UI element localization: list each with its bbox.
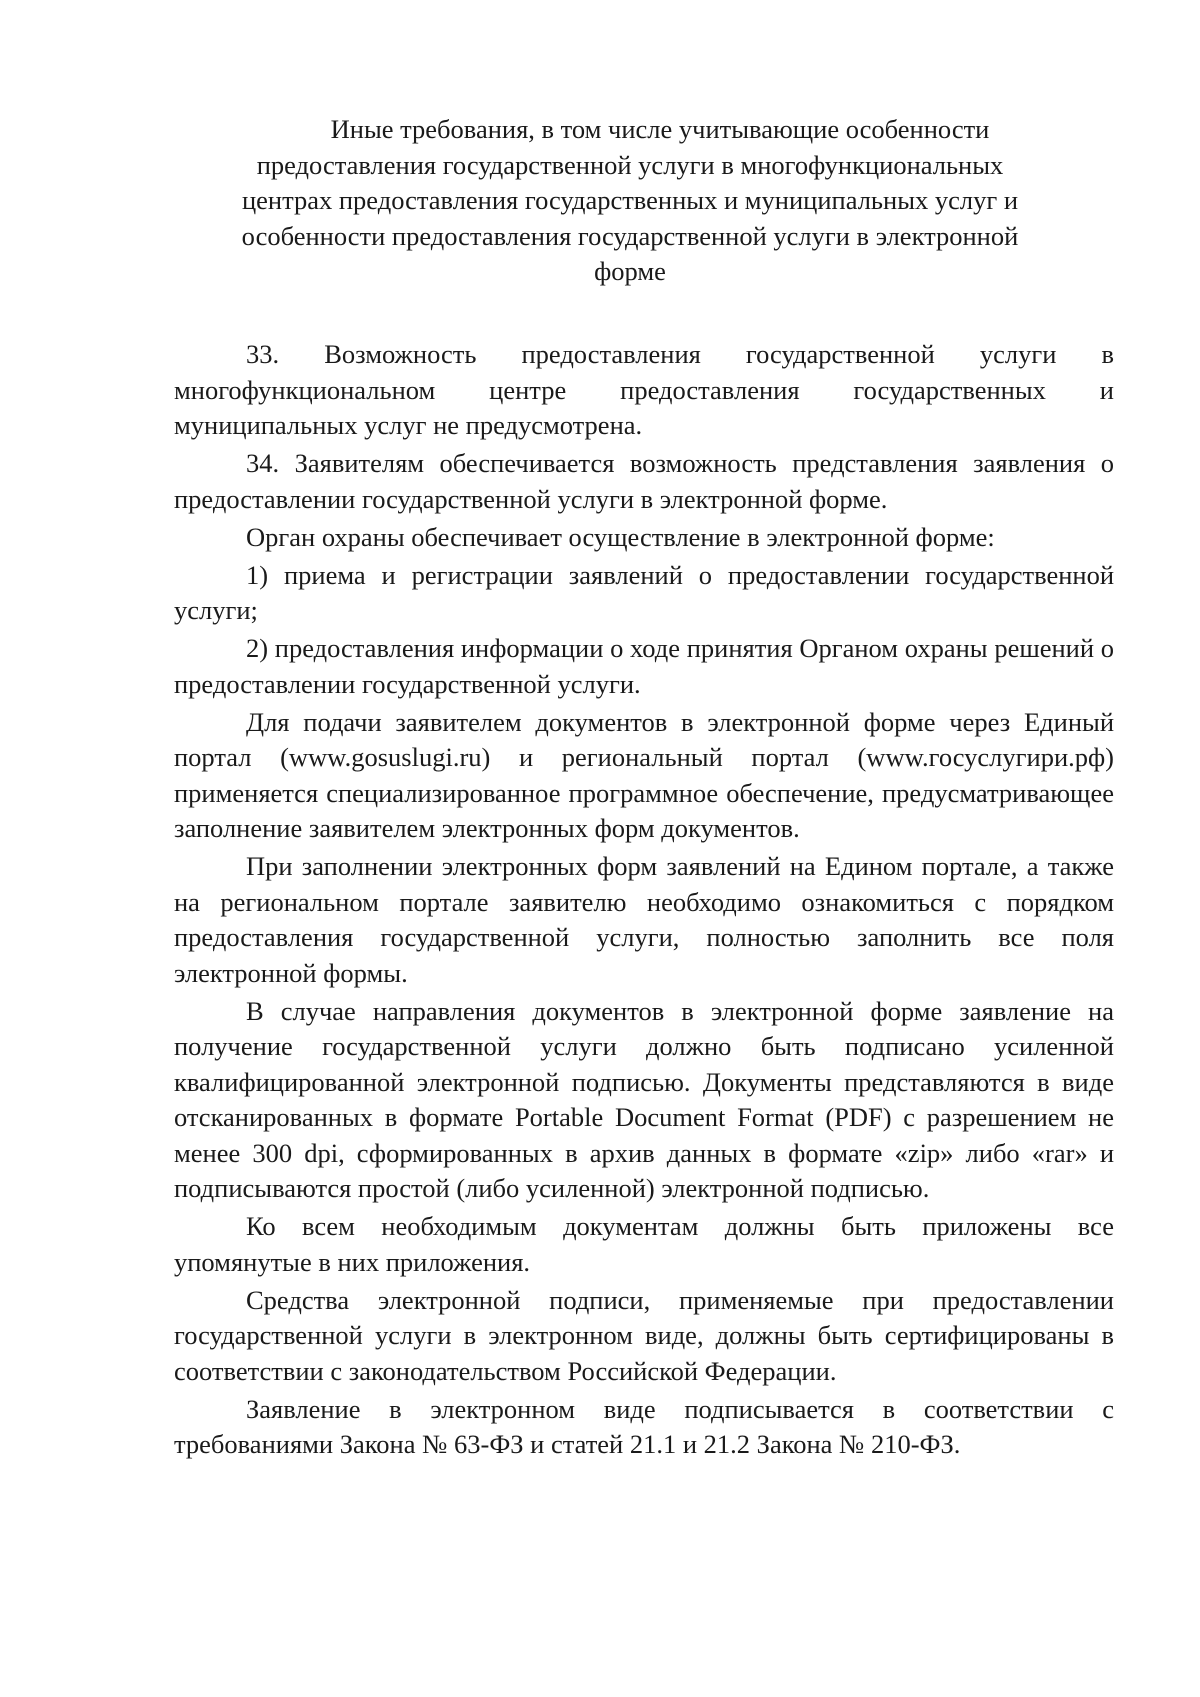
heading-line: предоставления государственной услуги в многофункциональных [256, 149, 1004, 180]
paragraph-34: 34. Заявителям обеспечивается возможность представления заявления о предоставлении государственной услуги в электронной форме. [174, 448, 1114, 514]
paragraph-filling-forms: При заполнении электронных форм заявлений на Едином портале, а также на региональном портале заявителю необходимо ознакомиться с порядком предоставления государственной услуги, полностью заполнить все поля электронной формы. [174, 851, 1114, 988]
paragraph-portals: Для подачи заявителем документов в электронной форме через Единый портал (www.gosuslugi.ru) и региональный портал (www.госуслугири.рф) применяется специализированное программное обеспечение, предусматривающее заполнение заявителем электронных форм документов. [174, 706, 1114, 843]
paragraph-signing-law: Заявление в электронном виде подписывается в соответствии с требованиями Закона № 63-ФЗ и статей 21.1 и 21.2 Закона № 210-ФЗ. [174, 1393, 1114, 1459]
heading-line: форме [594, 256, 666, 286]
heading-line: особенности предоставления государственной услуги в электронной [241, 220, 1019, 251]
document-body [174, 337, 1114, 1465]
paragraph-signature-tools: Средства электронной подписи, применяемые при предоставлении государственной услуги в электронном виде, должны быть сертифицированы в соответствии с законодательством Российской Федерации. [174, 1284, 1114, 1386]
paragraph-attachments: Ко всем необходимым документам должны быть приложены все упомянутые в них приложения. [174, 1211, 1114, 1277]
list-item-1: 1) приема и регистрации заявлений о предоставлении государственной услуги; [174, 559, 1114, 625]
heading-line: Иные требования, в том числе учитывающие особенности [330, 114, 990, 144]
section-heading [190, 112, 1070, 290]
paragraph-organ-duties: Орган охраны обеспечивает осуществление в электронной форме: [246, 521, 995, 552]
heading-line: центрах предоставления государственных и муниципальных услуг и [241, 185, 1019, 215]
list-item-2: 2) предоставления информации о ходе принятия Органом охраны решений о предоставлении государственной услуги. [174, 633, 1114, 699]
paragraph-33: 33. Возможность предоставления государственной услуги в многофункциональном центре предоставления государственных и муниципальных услуг не предусмотрена. [174, 339, 1114, 440]
paragraph-electronic-submission: В случае направления документов в электронной форме заявление на получение государственной услуги должно быть подписано усиленной квалифицированной электронной подписью. Документы представляются в виде отсканированных в формате Portable Document Format (PDF) с разрешением не менее 300 dpi, сформированных в архив данных в формате «zip» либо «rar» и подписываются простой (либо усиленной) электронной подписью. [174, 995, 1114, 1203]
